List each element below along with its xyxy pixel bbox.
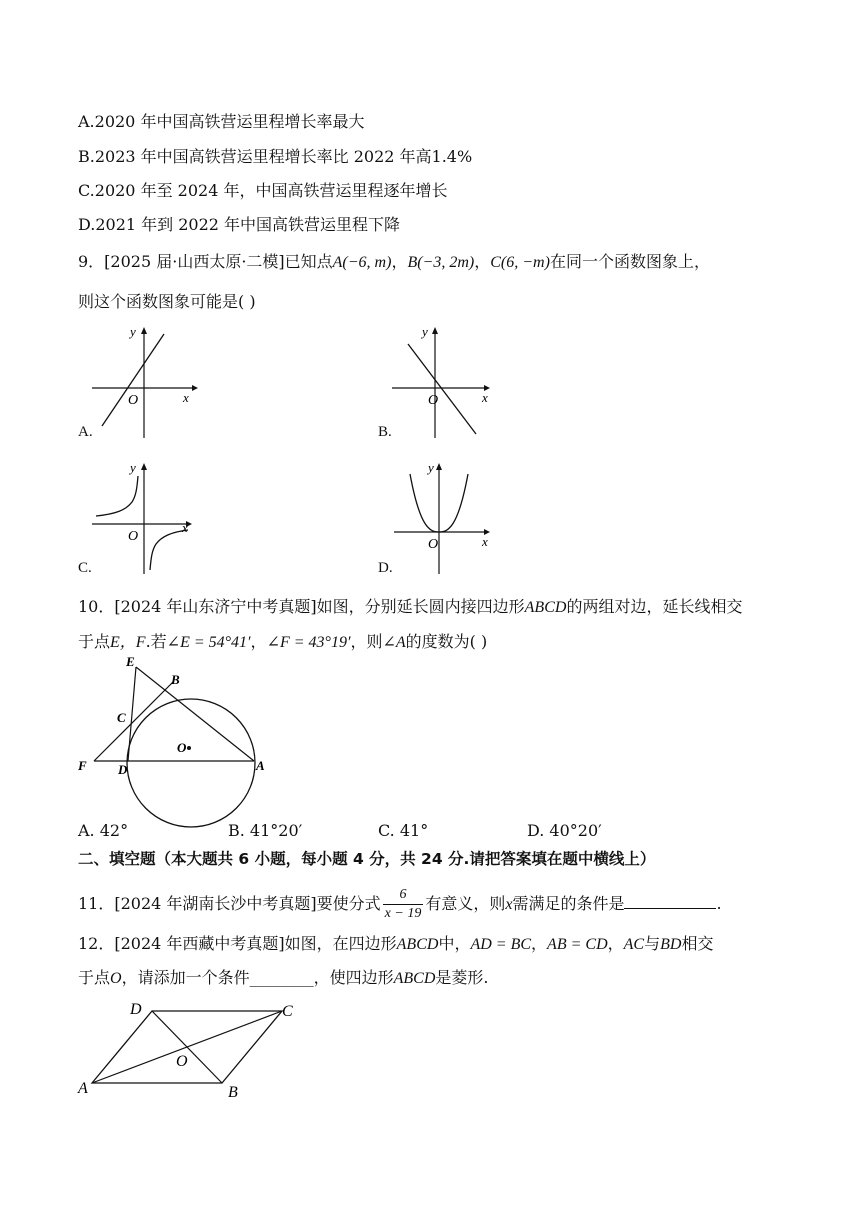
- q8-option-d: D.2021 年到 2022 年中国高铁营运里程下降: [78, 215, 401, 234]
- q9-option-d-label: D.: [378, 560, 393, 576]
- q9-point-a: A(−6, m): [332, 254, 392, 271]
- q10-option-a: A. 42°: [78, 821, 129, 840]
- q10-stem-line1: 10．[2024 年山东济宁中考真题]如图，分别延长圆内接四边形ABCD的两组对边，延长线相交: [78, 597, 743, 616]
- q10-label-b: B: [171, 672, 180, 687]
- q9d-y-label: y: [428, 460, 434, 475]
- q10-stem-line2: 于点E，F.若∠E = 54°41′，∠F = 43°19′，则∠A的度数为( ): [78, 632, 488, 651]
- q8-option-a: A.2020 年中国高铁营运里程增长率最大: [78, 112, 365, 131]
- q12-label-c: C: [282, 1003, 293, 1020]
- q10-angle-f: ∠F = 43°19′: [266, 634, 351, 651]
- q9a-origin: O: [128, 393, 139, 408]
- q10-label-a: A: [256, 758, 265, 773]
- q9b-origin: O: [428, 393, 439, 408]
- q9c-x-label: x: [182, 520, 188, 535]
- q8-option-c: C.2020 年至 2024 年，中国高铁营运里程逐年增长: [78, 181, 448, 200]
- q9-point-c: C(6, −m): [490, 254, 550, 271]
- section-2-heading: 二、填空题（本大题共 6 小题，每小题 4 分，共 24 分.请把答案填在题中横线上）: [78, 850, 656, 868]
- q10-label-d: D: [118, 762, 128, 777]
- q9d-x-label: x: [482, 534, 488, 549]
- q9-graph-b: [392, 322, 502, 440]
- q12-answer-blank[interactable]: ________: [249, 968, 314, 987]
- q10-label-o: O: [177, 740, 187, 755]
- q9-graph-a: [92, 322, 202, 440]
- q10-angle-e: ∠E = 54°41′: [166, 634, 251, 651]
- q9b-y-label: y: [422, 324, 428, 339]
- q11-answer-blank[interactable]: [624, 894, 716, 909]
- q9-stem-line1: 9．[2025 届·山西太原·二模]已知点A(−6, m)，B(−3, 2m)，C(6, −m)在同一个函数图象上，: [78, 252, 710, 271]
- q11-stem: 11．[2024 年湖南长沙中考真题]要使分式 $\frac{6}{x - 19}$ 有意义，则x需满足的条件是 .: [78, 887, 722, 921]
- q10-label-f: F: [78, 758, 87, 773]
- q10-option-d: D. 40°20′: [527, 821, 602, 840]
- q12-stem-line1: 12．[2024 年西藏中考真题]如图，在四边形ABCD中，AD = BC，AB = CD，AC与BD相交: [78, 934, 714, 953]
- q9a-x-label: x: [183, 390, 189, 405]
- q12-label-o: O: [176, 1053, 188, 1070]
- q12-label-b: B: [228, 1084, 238, 1101]
- q9-option-c-label: C.: [78, 560, 92, 576]
- q9b-x-label: x: [482, 390, 488, 405]
- q9-graph-c: [92, 458, 202, 576]
- q9c-origin: O: [128, 529, 139, 544]
- q9a-y-label: y: [130, 324, 136, 339]
- q8-option-b: B.2023 年中国高铁营运里程增长率比 2022 年高1.4%: [78, 147, 473, 166]
- q12-figure: [74, 996, 304, 1100]
- q10-label-e: E: [126, 654, 135, 669]
- q10-option-c: C. 41°: [378, 821, 429, 840]
- q11-fraction: $\frac{6}{x - 19}$: [384, 887, 422, 921]
- q10-figure: [74, 652, 274, 812]
- q12-stem-line2: 于点O，请添加一个条件________，使四边形ABCD是菱形.: [78, 968, 489, 987]
- q9d-origin: O: [428, 537, 439, 552]
- q9-point-b: B(−3, 2m): [407, 254, 475, 271]
- q12-label-a: A: [78, 1080, 88, 1097]
- q10-label-c: C: [117, 710, 126, 725]
- q9-option-b-label: B.: [378, 424, 392, 440]
- q9-graph-d: [392, 458, 502, 576]
- q10-option-b: B. 41°20′: [228, 821, 303, 840]
- q9c-y-label: y: [130, 460, 136, 475]
- q9-option-a-label: A.: [78, 424, 93, 440]
- q9-stem-line2: 则这个函数图象可能是( ): [78, 292, 256, 311]
- q12-label-d: D: [130, 1001, 142, 1018]
